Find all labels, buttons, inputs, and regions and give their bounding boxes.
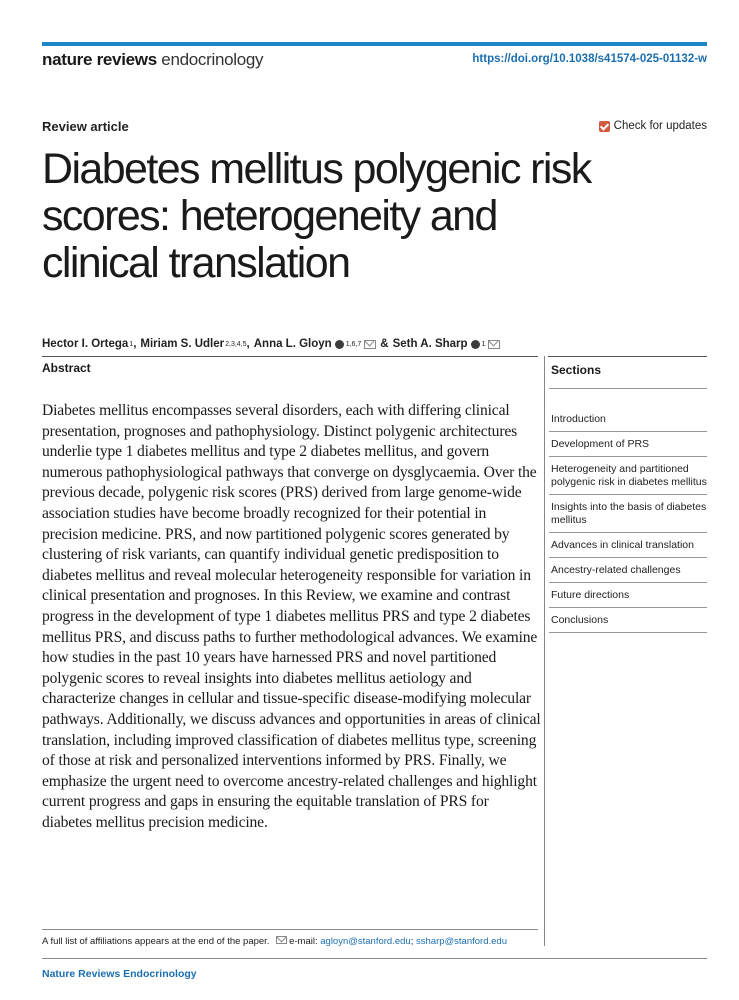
author-list: Hector I. Ortega 1 , Miriam S. Udler 2,3,4,5 , Anna L. Gloyn 1,6,7 & Seth A. Sharp 1 — [42, 338, 500, 350]
section-link-introduction[interactable]: Introduction — [549, 407, 707, 432]
mail-icon — [276, 936, 287, 944]
divider — [42, 958, 707, 959]
journal-name-bold: nature reviews — [42, 50, 157, 69]
check-updates-label: Check for updates — [613, 120, 707, 132]
section-link-insights[interactable]: Insights into the basis of diabetes mellitus — [549, 495, 707, 533]
section-link-development[interactable]: Development of PRS — [549, 432, 707, 457]
email-link[interactable]: agloyn@stanford.edu — [320, 936, 411, 947]
affiliation-footnote — [42, 936, 507, 947]
email-link[interactable]: ssharp@stanford.edu — [416, 936, 507, 947]
divider — [42, 929, 538, 930]
author-name[interactable]: Anna L. Gloyn — [253, 338, 332, 350]
journal-accent-bar — [42, 42, 707, 46]
check-updates-icon — [599, 121, 610, 132]
author-affiliation: 2,3,4,5 — [225, 340, 247, 348]
author-name[interactable]: Seth A. Sharp — [392, 338, 468, 350]
divider — [42, 356, 538, 357]
check-updates-button[interactable] — [599, 120, 707, 132]
author-joiner: & — [380, 338, 389, 350]
section-link-clinical-translation[interactable]: Advances in clinical translation — [549, 533, 707, 558]
orcid-icon[interactable] — [471, 340, 480, 349]
doi-link[interactable]: https://doi.org/10.1038/s41574-025-01132-w — [472, 53, 707, 65]
abstract-text: Diabetes mellitus encompasses several disorders, each with differing clinical presentation, prognoses and pathophysiology. Distinct polygenic architectures underlie type 1 diabetes mellitus and type 2 diabetes mellitus, and govern numerous pathophysiological pathways that converge on dysglycaemia. Over the previous decade, polygenic risk scores (PRS) derived from large genome-wide association studies have become broadly recognized for their potential in precision medicine. PRS, and now partitioned polygenic scores generated by clustering of risk variants, can quantify individual genetic predisposition to diabetes mellitus and reveal molecular heterogeneity responsible for variation in clinical presentation and prognoses. In this Review, we examine and contrast progress in the development of type 1 diabetes mellitus PRS and type 2 diabetes mellitus PRS, and discuss paths to further methodological advances. We examine how studies in the past 10 years have harnessed PRS and novel partitioned polygenic scores to reveal insights into diabetes mellitus aetiology and characterize changes in cellular and tissue-specific disease-modifying molecular pathways. Additionally, we discuss advances and opportunities in areas of clinical translation, including improved classification of diabetes mellitus type, screening of those at risk and personalized interventions informed by PRS. Finally, we emphasize the urgent need to overcome ancestry-related challenges and highlight current progress and gaps in ensuring the equitable translation of PRS for diabetes mellitus precision medicine. — [42, 402, 541, 831]
journal-name-light: endocrinology — [161, 50, 264, 69]
email-label: e-mail: — [289, 936, 318, 947]
mail-icon[interactable] — [488, 340, 500, 349]
article-type: Review article — [42, 119, 129, 134]
author-affiliation: 1 — [481, 340, 486, 348]
email-separator: ; — [410, 936, 414, 947]
author-name[interactable]: Miriam S. Udler — [140, 338, 225, 350]
sections-nav — [549, 360, 707, 633]
footer-journal-name[interactable]: Nature Reviews Endocrinology — [42, 968, 197, 980]
author-affiliation: 1 — [129, 340, 134, 348]
section-link-future[interactable]: Future directions — [549, 583, 707, 608]
column-divider — [544, 356, 545, 946]
abstract-heading: Abstract — [42, 361, 91, 375]
affiliations-note: A full list of affiliations appears at the end of the paper. — [42, 936, 270, 947]
mail-icon[interactable] — [364, 340, 376, 349]
author-affiliation: 1,6,7 — [345, 340, 362, 348]
divider — [548, 356, 707, 357]
section-link-heterogeneity[interactable]: Heterogeneity and partitioned polygenic risk in diabetes mellitus — [549, 457, 707, 495]
section-link-ancestry[interactable]: Ancestry-related challenges — [549, 558, 707, 583]
sections-heading: Sections — [549, 360, 707, 389]
author-name[interactable]: Hector I. Ortega — [42, 338, 129, 350]
article-title: Diabetes mellitus polygenic risk scores: heterogeneity and clinical translation — [42, 145, 591, 287]
journal-logo[interactable] — [42, 50, 263, 70]
section-link-conclusions[interactable]: Conclusions — [549, 608, 707, 633]
orcid-icon[interactable] — [335, 340, 344, 349]
